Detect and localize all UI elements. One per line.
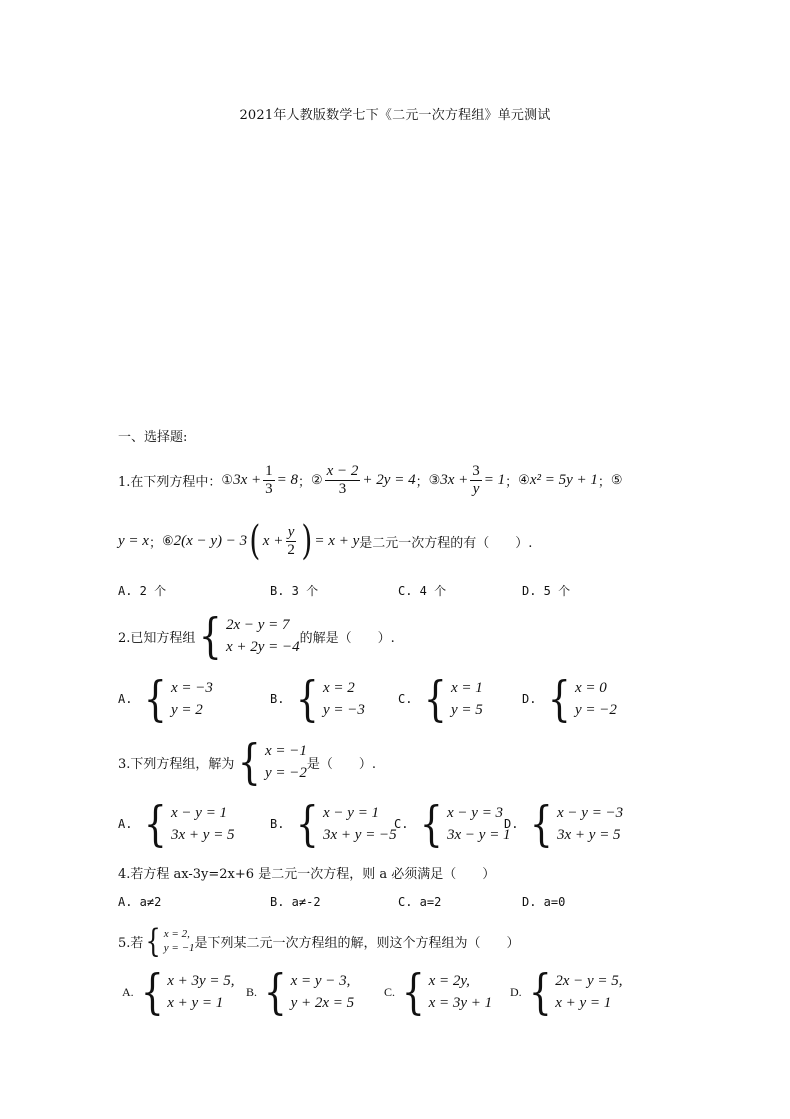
- q1-option-b[interactable]: B. 3 个: [270, 584, 319, 598]
- eq1-left: 3x +: [233, 471, 262, 488]
- q5-prefix: 5.若: [118, 935, 144, 951]
- eq3-fraction: $\frac{3}{y}$: [472, 462, 480, 497]
- q1-option-c[interactable]: C. 4 个: [398, 584, 447, 598]
- eq5: y = x: [118, 532, 149, 549]
- q5-option-a[interactable]: A. { x + 3y = 5, x + y = 1: [122, 964, 235, 1020]
- left-paren: (: [249, 518, 261, 564]
- question-1-line-2: [118, 518, 532, 564]
- q4-option-a[interactable]: A. a≠2: [118, 895, 162, 909]
- brace: {: [199, 608, 223, 664]
- sep: ；: [597, 474, 611, 490]
- q3-prefix: 3.下列方程组，解为: [118, 756, 235, 772]
- eq6-left: 2(x − y) − 3: [173, 532, 248, 549]
- q3-option-c[interactable]: C. { x − y = 3 3x − y = 1: [394, 796, 511, 852]
- eq1-right: = 8: [276, 471, 298, 488]
- eq6-inner: x +: [262, 532, 284, 549]
- q5-option-d[interactable]: D. { 2x − y = 5, x + y = 1: [510, 964, 623, 1020]
- q2-system: { 2x − y = 7 x + 2y = −4: [199, 608, 300, 664]
- eq5-mark: ⑤: [610, 472, 623, 488]
- eq2-mark: ②: [310, 472, 323, 488]
- q4-option-b[interactable]: B. a≠-2: [270, 895, 321, 909]
- q3-option-d[interactable]: D. { x − y = −3 3x + y = 5: [504, 796, 624, 852]
- eq4: x² = 5y + 1: [529, 471, 598, 488]
- q3-suffix: 是（ ）.: [306, 756, 376, 772]
- right-paren: ): [301, 518, 313, 564]
- q4-option-c[interactable]: C. a=2: [398, 895, 442, 909]
- q5-system: { x = 2, y = −1: [145, 922, 195, 960]
- q2-prefix: 2.已知方程组: [118, 630, 196, 646]
- question-5: [118, 924, 520, 958]
- eq3-left: 3x +: [440, 471, 469, 488]
- eq1-fraction: $\frac{1}{3}$: [265, 462, 273, 497]
- q1-prefix: 1.在下列方程中：: [118, 474, 222, 490]
- eq3-mark: ③: [428, 472, 441, 488]
- question-3: [118, 734, 376, 790]
- sep: ；: [297, 474, 311, 490]
- section-heading: 一、选择题:: [118, 430, 188, 445]
- eq2-right: + 2y = 4: [362, 471, 416, 488]
- q5-suffix: 是下列某二元一次方程组的解，则这个方程组为（ ）: [194, 935, 520, 951]
- question-2: [118, 608, 395, 664]
- q5-option-b[interactable]: B. { x = y − 3, y + 2x = 5: [246, 964, 355, 1020]
- eq6-right: = x + y: [314, 532, 360, 549]
- q2-suffix: 的解是（ ）.: [299, 630, 395, 646]
- eq4-mark: ④: [518, 472, 530, 488]
- eq3-right: = 1: [483, 471, 506, 488]
- eq6-fraction: $\frac{y}{2}$: [287, 523, 295, 558]
- q3-system: { x = −1 y = −2: [238, 734, 307, 790]
- q1-suffix: 是二元一次方程的有（ ）.: [359, 535, 533, 551]
- eq1-mark: ①: [221, 472, 234, 488]
- eq2-fraction: $\frac{x - 2}{3}$: [326, 462, 359, 497]
- question-4: 4.若方程 ax-3y=2x+6 是二元一次方程，则 a 必须满足（ ）: [118, 866, 496, 882]
- q2-option-a[interactable]: A. { x = −3 y = 2: [118, 671, 213, 727]
- q1-option-a[interactable]: A. 2 个: [118, 584, 167, 598]
- sep: ；: [148, 535, 162, 551]
- q3-option-b[interactable]: B. { x − y = 1 3x + y = −5: [270, 796, 397, 852]
- eq6-mark: ⑥: [161, 533, 174, 549]
- q5-option-c[interactable]: C. { x = 2y, x = 3y + 1: [384, 964, 493, 1020]
- sep: ；: [505, 474, 519, 490]
- q3-option-a[interactable]: A. { x − y = 1 3x + y = 5: [118, 796, 235, 852]
- q2-option-b[interactable]: B. { x = 2 y = −3: [270, 671, 365, 727]
- q2-option-d[interactable]: D. { x = 0 y = −2: [522, 671, 617, 727]
- question-1-line-1: [118, 458, 623, 502]
- q4-option-d[interactable]: D. a=0: [522, 895, 566, 909]
- sep: ；: [415, 474, 429, 490]
- q2-option-c[interactable]: C. { x = 1 y = 5: [398, 671, 483, 727]
- q1-option-d[interactable]: D. 5 个: [522, 584, 571, 598]
- document-title: 2021年人教版数学七下《二元一次方程组》单元测试: [239, 108, 551, 123]
